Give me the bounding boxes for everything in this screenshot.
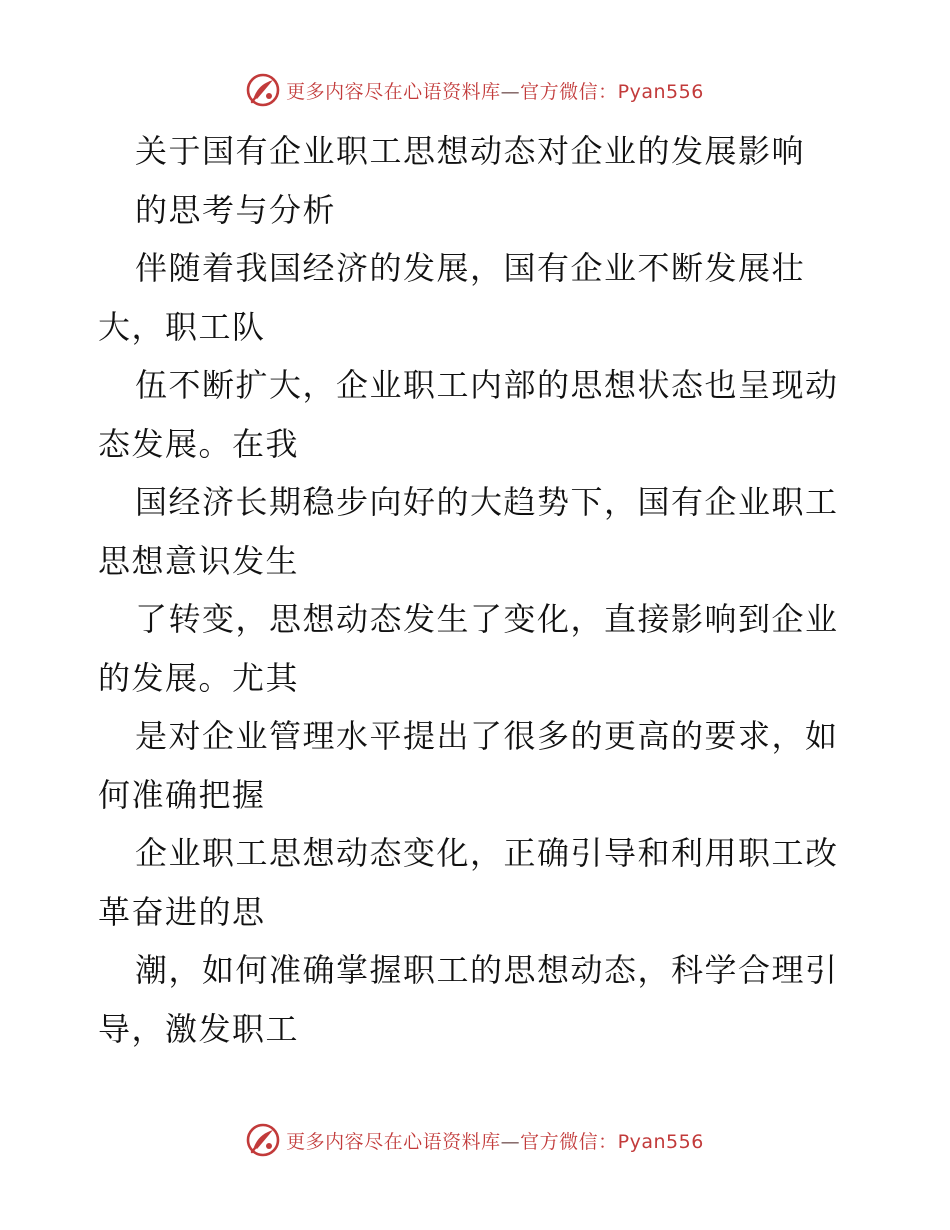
wechat-text: 官方微信：Pyan556: [520, 1130, 704, 1153]
paragraph-line: 国经济长期稳步向好的大趋势下，国有企业职工: [135, 483, 839, 521]
watermark-group: [246, 1123, 704, 1157]
header-watermark-banner: [0, 70, 950, 110]
paragraph-line: 潮，如何准确掌握职工的思想动态，科学合理引: [135, 951, 839, 989]
paragraph-line: 伴随着我国经济的发展，国有企业不断发展壮: [135, 249, 806, 287]
paragraph-line: 是对企业管理水平提出了很多的更高的要求，如: [135, 717, 839, 755]
paragraph-line: 何准确把握: [98, 775, 266, 814]
paragraph-line: 企业职工思想动态变化，正确引导和利用职工改: [135, 834, 839, 872]
document-body: [98, 122, 858, 1058]
paragraph-line: 伍不断扩大，企业职工内部的思想状态也呈现动: [135, 366, 839, 404]
watermark-text: [286, 1127, 704, 1154]
brand-text: 更多内容尽在心语资料库: [286, 80, 501, 103]
paragraph-line: 大，职工队: [98, 307, 266, 346]
watermark-group: [246, 73, 704, 107]
footer-watermark-banner: [0, 1120, 950, 1160]
wechat-text: 官方微信：Pyan556: [520, 80, 704, 103]
watermark-text: [286, 77, 704, 104]
separator: —: [500, 80, 521, 103]
title-line-1: 关于国有企业职工思想动态对企业的发展影响: [135, 132, 806, 170]
paragraph-line: 革奋进的思: [98, 892, 266, 931]
paragraph-line: 了转变，思想动态发生了变化，直接影响到企业: [135, 600, 839, 638]
paragraph-line: 的发展。尤其: [98, 658, 300, 697]
brand-text: 更多内容尽在心语资料库: [286, 1130, 501, 1153]
paragraph-line: 态发展。在我: [98, 424, 300, 463]
separator: —: [500, 1130, 521, 1153]
title-line-2: 的思考与分析: [135, 190, 337, 229]
paragraph-line: 思想意识发生: [98, 541, 300, 580]
paragraph-line: 导，激发职工: [98, 1009, 300, 1048]
brush-pen-logo-icon: [246, 1123, 280, 1157]
brush-pen-logo-icon: [246, 73, 280, 107]
